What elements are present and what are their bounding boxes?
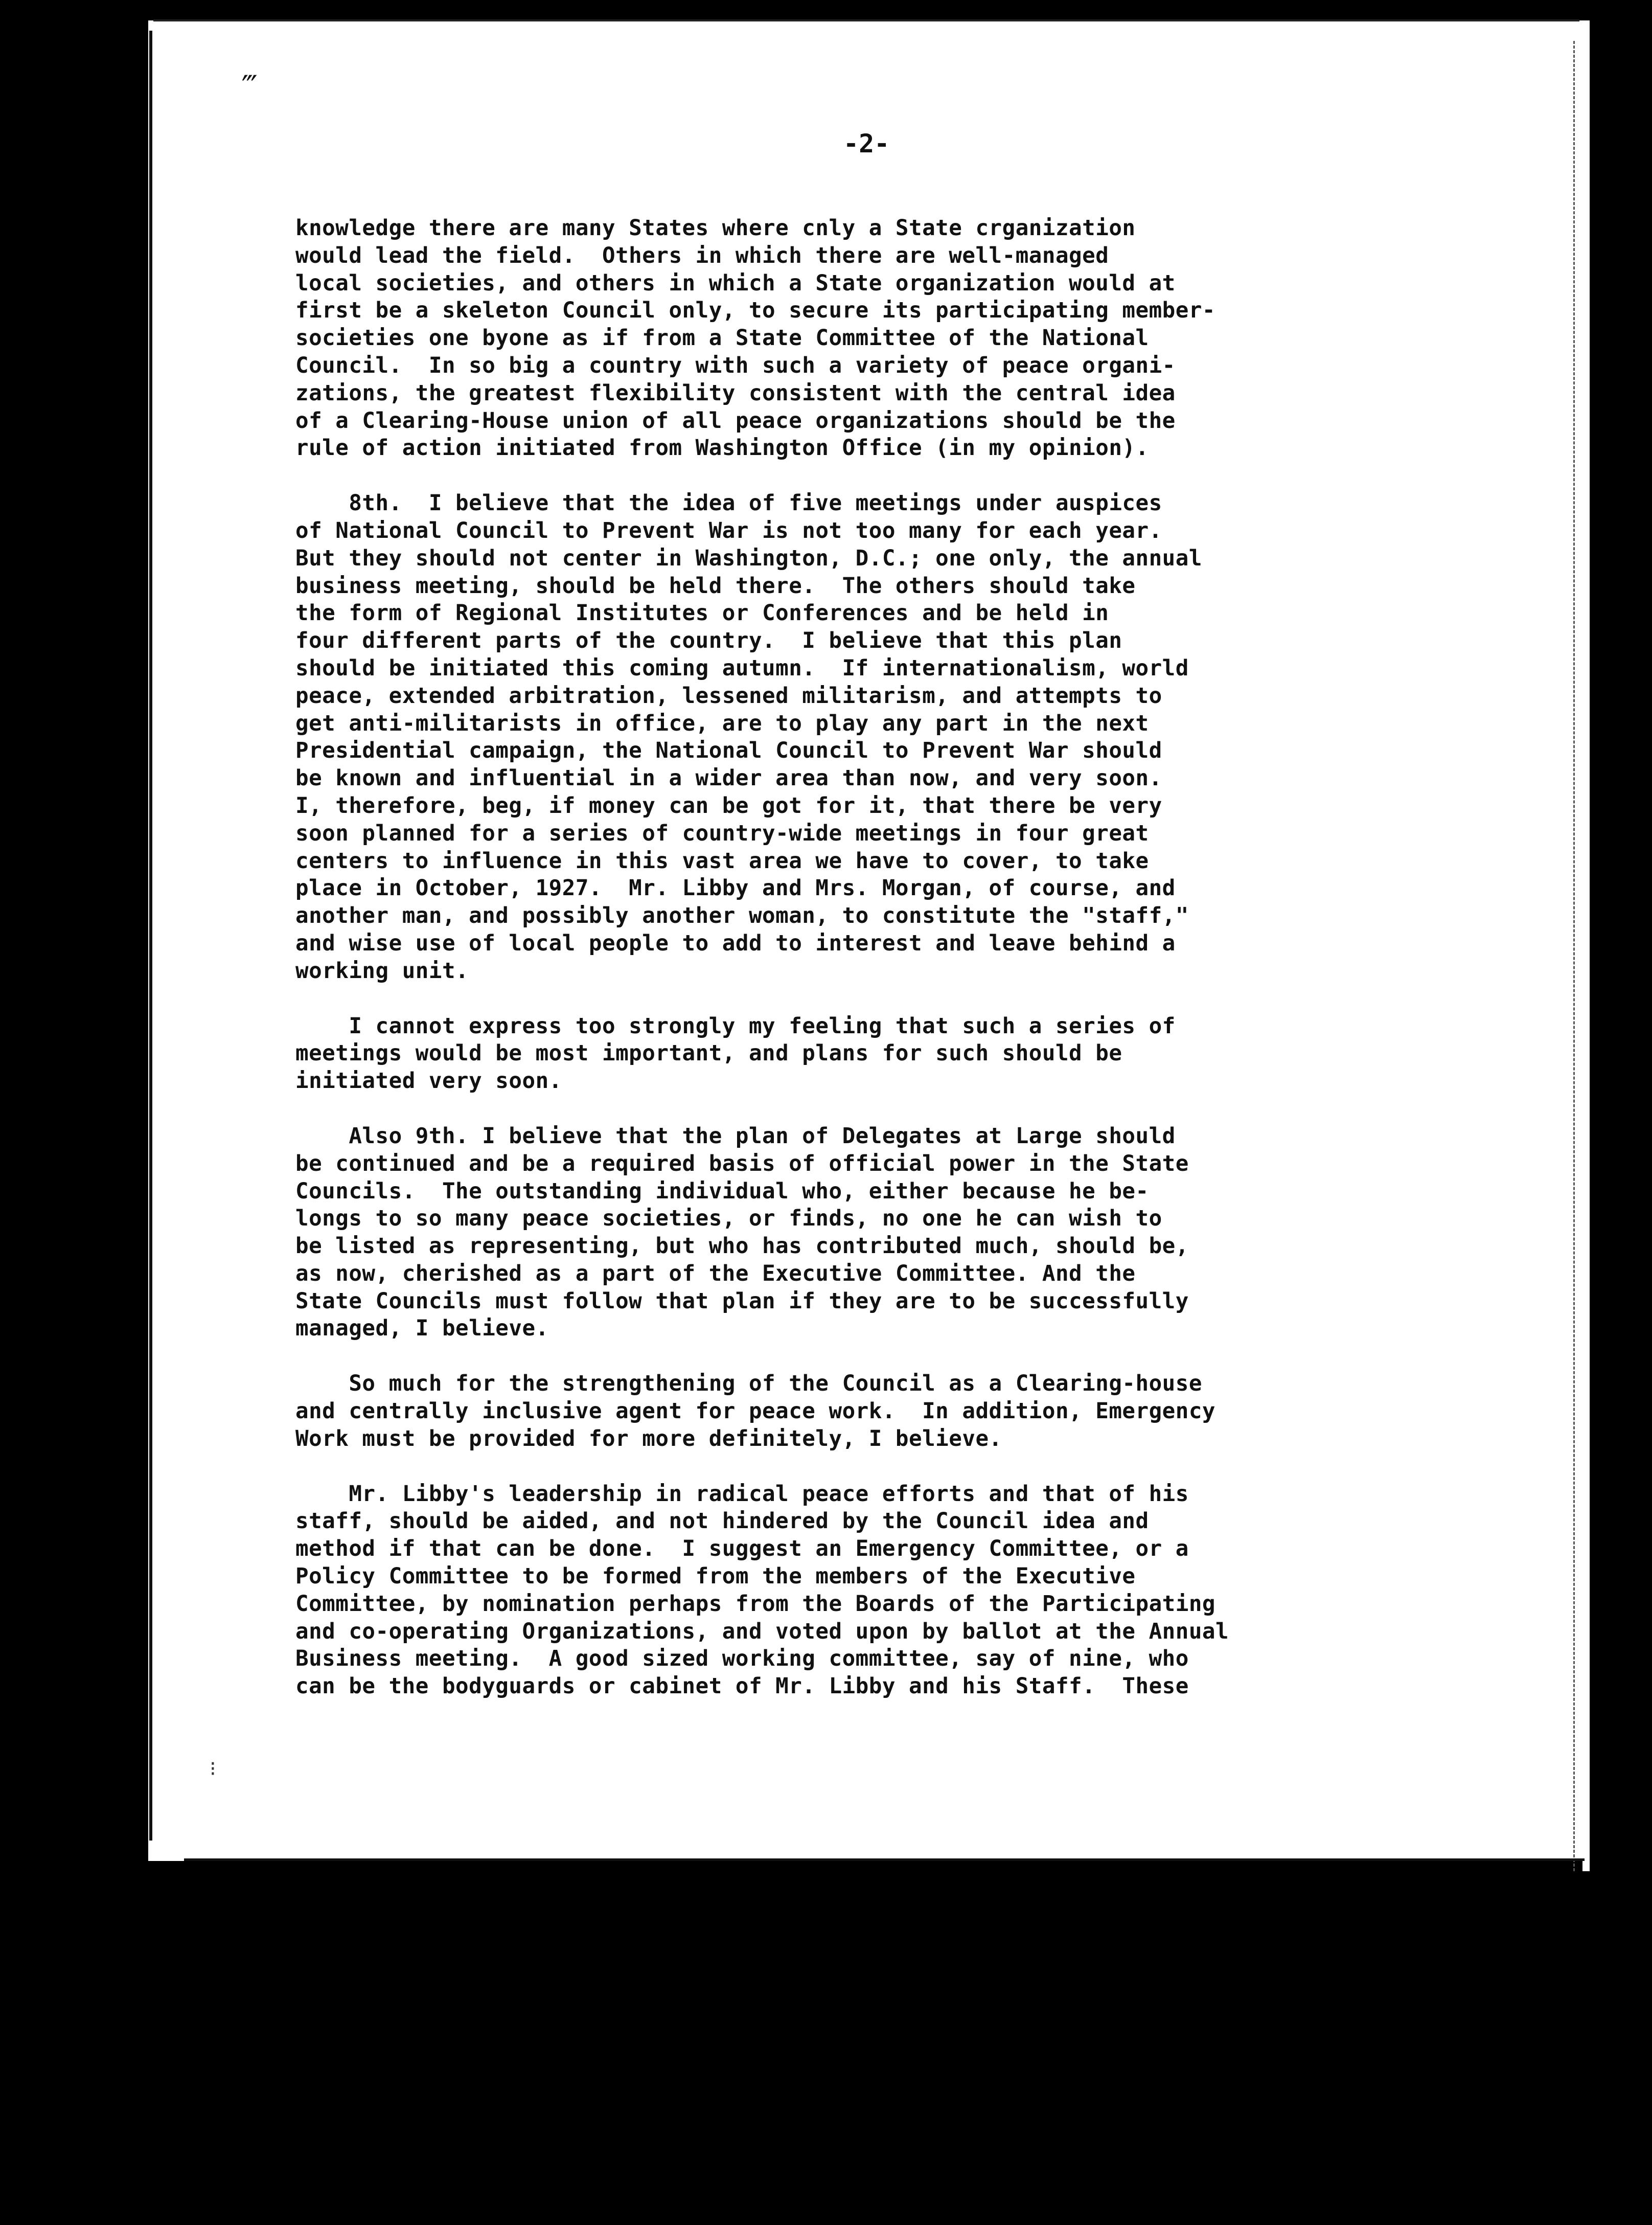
text-line: meetings would be most important, and plans for such should be xyxy=(295,1041,1122,1066)
text-line: I, therefore, beg, if money can be got for it, that there be very xyxy=(295,793,1162,819)
text-line: I cannot express too strongly my feeling that such a series of xyxy=(295,1013,1176,1039)
text-line: Also 9th. I believe that the plan of Delegates at Large should xyxy=(295,1123,1176,1149)
letter-body xyxy=(295,215,1435,1728)
text-line: another man, and possibly another woman, to constitute the "staff," xyxy=(295,903,1189,929)
page-bottom-edge xyxy=(184,1858,1585,1865)
text-line: Business meeting. A good sized working committee, say of nine, who xyxy=(295,1646,1189,1672)
text-line: soon planned for a series of country-wide meetings in four great xyxy=(295,821,1149,846)
text-line: societies one byone as if from a State Committee of the National xyxy=(295,326,1149,351)
text-line: knowledge there are many States where cnly a State crganization xyxy=(295,216,1136,241)
page-right-margin xyxy=(1582,20,1590,1871)
page-left-edge xyxy=(149,31,156,1841)
text-line: So much for the strengthening of the Council as a Clearing-house xyxy=(295,1371,1202,1397)
text-line: and centrally inclusive agent for peace work. In addition, Emergency xyxy=(295,1399,1216,1424)
text-line: Policy Committee to be formed from the members of the Executive xyxy=(295,1564,1136,1590)
text-line: as now, cherished as a part of the Executive Committee. And the xyxy=(295,1261,1136,1286)
scan-speck-icon: ⁝ xyxy=(210,1757,216,1781)
text-line: rule of action initiated from Washington Office (in my opinion). xyxy=(295,436,1149,461)
text-line: managed, I believe. xyxy=(295,1316,549,1342)
text-line: four different parts of the country. I believe that this plan xyxy=(295,628,1122,654)
paragraph xyxy=(295,1370,1435,1452)
text-line: Councils. The outstanding individual who, either because he be- xyxy=(295,1178,1149,1204)
text-line: be listed as representing, but who has contributed much, should be, xyxy=(295,1234,1189,1259)
text-line: of a Clearing-House union of all peace organizations should be the xyxy=(295,408,1176,434)
text-line: method if that can be done. I suggest an Emergency Committee, or a xyxy=(295,1536,1189,1562)
page-number: -2- xyxy=(843,129,890,158)
text-line: zations, the greatest flexibility consistent with the central idea xyxy=(295,380,1176,406)
page-right-edge xyxy=(1573,41,1582,1871)
text-line: Committee, by nomination perhaps from the Boards of the Participating xyxy=(295,1591,1216,1617)
text-line: business meeting, should be held there. The others should take xyxy=(295,573,1136,599)
paragraph xyxy=(295,490,1435,985)
text-line: initiated very soon. xyxy=(295,1069,562,1094)
text-line: and wise use of local people to add to interest and leave behind a xyxy=(295,930,1176,956)
text-line: longs to so many peace societies, or finds, no one he can wish to xyxy=(295,1206,1162,1232)
text-line: would lead the field. Others in which there are well-managed xyxy=(295,243,1109,268)
paragraph xyxy=(295,215,1435,462)
text-line: centers to influence in this vast area we have to cover, to take xyxy=(295,848,1149,874)
text-line: the form of Regional Institutes or Conferences and be held in xyxy=(295,601,1109,626)
text-line: peace, extended arbitration, lessened militarism, and attempts to xyxy=(295,683,1162,709)
text-line: first be a skeleton Council only, to secure its participating member- xyxy=(295,298,1216,324)
text-line: and co-operating Organizations, and voted upon by ballot at the Annual xyxy=(295,1619,1229,1644)
text-line: of National Council to Prevent War is not too many for each year. xyxy=(295,518,1162,543)
text-line: But they should not center in Washington, D.C.; one only, the annual xyxy=(295,546,1202,571)
text-line: 8th. I believe that the idea of five meetings under auspices xyxy=(295,491,1162,516)
text-line: Work must be provided for more definitely, I believe. xyxy=(295,1426,1002,1451)
page-top-edge xyxy=(153,19,1579,27)
text-line: be known and influential in a wider area than now, and very soon. xyxy=(295,766,1162,791)
text-line: Presidential campaign, the National Council to Prevent War should xyxy=(295,738,1162,764)
text-line: working unit. xyxy=(295,958,469,984)
text-line: Mr. Libby's leadership in radical peace efforts and that of his xyxy=(295,1481,1189,1507)
text-line: staff, should be aided, and not hindered by the Council idea and xyxy=(295,1509,1149,1534)
text-line: should be initiated this coming autumn. If internationalism, world xyxy=(295,655,1189,681)
paragraph xyxy=(295,1481,1435,1700)
text-line: State Councils must follow that plan if they are to be successfully xyxy=(295,1288,1189,1314)
scan-mark-icon: ‴ xyxy=(240,69,259,105)
paragraph xyxy=(295,1013,1435,1095)
text-line: be continued and be a required basis of official power in the State xyxy=(295,1151,1189,1176)
text-line: can be the bodyguards or cabinet of Mr. Libby and his Staff. These xyxy=(295,1674,1189,1699)
text-line: Council. In so big a country with such a variety of peace organi- xyxy=(295,353,1176,378)
paragraph xyxy=(295,1123,1435,1343)
text-line: get anti-militarists in office, are to play any part in the next xyxy=(295,711,1149,736)
text-line: place in October, 1927. Mr. Libby and Mrs. Morgan, of course, and xyxy=(295,876,1176,901)
text-line: local societies, and others in which a State organization would at xyxy=(295,270,1176,296)
